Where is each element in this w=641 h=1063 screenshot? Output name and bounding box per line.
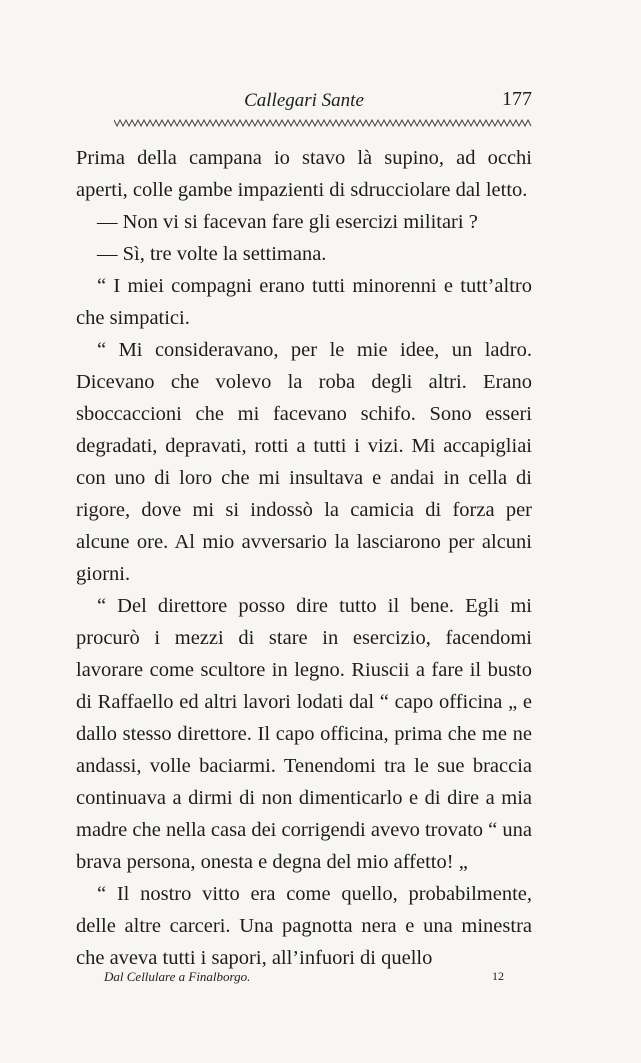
paragraph-5: “ Mi consideravano, per le mie idee, un ladro. Dicevano che volevo la roba degli altri. Erano sboccaccioni che mi facevano schifo. Sono esseri degradati, depravati, rotti a tutti i vizi. Mi accapigliai con uno di loro che mi insultava e andai in cella di rigore, dove mi si indossò la camicia di forza per alcune ore. Al mio avversario la lasciarono per alcuni giorni. <box>76 339 532 585</box>
signature-mark: 12 <box>492 969 504 983</box>
paragraph-1: Prima della campana io stavo là supino, ad occhi aperti, colle gambe impazienti di sdrucciolare dal letto. <box>76 147 532 201</box>
paragraph-4: “ I miei compagni erano tutti minorenni e tutt’altro che simpatici. <box>76 275 532 329</box>
text-block <box>76 142 532 974</box>
paragraph-7: “ Il nostro vitto era come quello, probabilmente, delle altre carceri. Una pagnotta nera e una minestra che aveva tutti i sapori, all’infuori di quello <box>76 883 532 969</box>
paragraph-6: “ Del direttore posso dire tutto il bene. Egli mi procurò i mezzi di stare in esercizio, facendomi lavorare come scultore in legno. Riuscii a fare il busto di Raffaello ed altri lavori lodati dal “ capo officina „ e dallo stesso direttore. Il capo officina, prima che me ne andassi, volle baciarmi. Tenendomi tra le sue braccia continuava a dirmi di non dimenticarlo e di dire a mia madre che nella casa dei corrigendi avevo trovato “ una brava persona, onesta e degna del mio affetto! „ <box>76 595 532 873</box>
page-number: 177 <box>502 88 532 110</box>
ornamental-rule <box>114 118 532 128</box>
footer <box>104 969 504 991</box>
running-title: Callegari Sante <box>244 90 364 111</box>
footer-book-title: Dal Cellulare a Finalborgo. <box>104 969 251 984</box>
paragraph-2: — Non vi si facevan fare gli esercizi militari ? <box>97 211 478 233</box>
running-head <box>76 88 532 114</box>
paragraph-3: — Sì, tre volte la settimana. <box>97 243 327 265</box>
